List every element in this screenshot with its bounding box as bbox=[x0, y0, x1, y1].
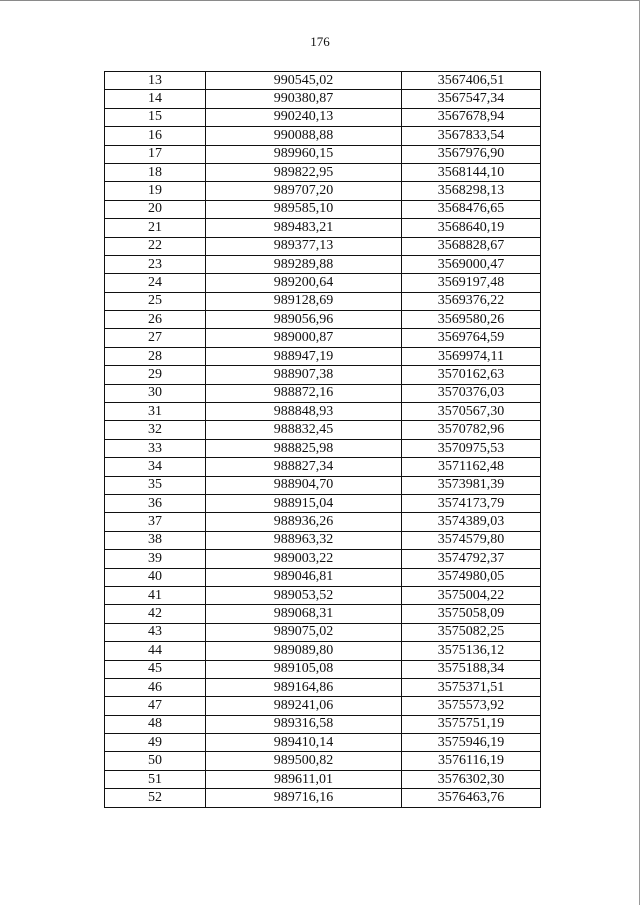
y-coordinate-cell: 3570376,03 bbox=[402, 384, 541, 402]
point-number-cell: 17 bbox=[105, 145, 206, 163]
point-number-cell: 46 bbox=[105, 678, 206, 696]
table-row bbox=[105, 219, 541, 237]
table-row bbox=[105, 108, 541, 126]
point-number-cell: 27 bbox=[105, 329, 206, 347]
x-coordinate-cell: 989822,95 bbox=[206, 163, 402, 181]
y-coordinate-cell: 3567678,94 bbox=[402, 108, 541, 126]
y-coordinate-cell: 3576116,19 bbox=[402, 752, 541, 770]
table-row bbox=[105, 329, 541, 347]
table-row bbox=[105, 182, 541, 200]
x-coordinate-cell: 988904,70 bbox=[206, 476, 402, 494]
y-coordinate-cell: 3573981,39 bbox=[402, 476, 541, 494]
x-coordinate-cell: 989046,81 bbox=[206, 568, 402, 586]
table-row bbox=[105, 458, 541, 476]
y-coordinate-cell: 3570782,96 bbox=[402, 421, 541, 439]
y-coordinate-cell: 3575058,09 bbox=[402, 605, 541, 623]
point-number-cell: 31 bbox=[105, 403, 206, 421]
y-coordinate-cell: 3567547,34 bbox=[402, 90, 541, 108]
table-row bbox=[105, 789, 541, 807]
table-row bbox=[105, 366, 541, 384]
coordinates-table bbox=[104, 71, 541, 808]
x-coordinate-cell: 989960,15 bbox=[206, 145, 402, 163]
point-number-cell: 13 bbox=[105, 72, 206, 90]
table-row bbox=[105, 476, 541, 494]
y-coordinate-cell: 3569764,59 bbox=[402, 329, 541, 347]
x-coordinate-cell: 990088,88 bbox=[206, 127, 402, 145]
point-number-cell: 16 bbox=[105, 127, 206, 145]
table-row bbox=[105, 403, 541, 421]
x-coordinate-cell: 989289,88 bbox=[206, 255, 402, 273]
y-coordinate-cell: 3567976,90 bbox=[402, 145, 541, 163]
table-row bbox=[105, 384, 541, 402]
point-number-cell: 39 bbox=[105, 550, 206, 568]
y-coordinate-cell: 3574980,05 bbox=[402, 568, 541, 586]
x-coordinate-cell: 989068,31 bbox=[206, 605, 402, 623]
table-row bbox=[105, 605, 541, 623]
point-number-cell: 23 bbox=[105, 255, 206, 273]
table-row bbox=[105, 255, 541, 273]
x-coordinate-cell: 990545,02 bbox=[206, 72, 402, 90]
x-coordinate-cell: 989410,14 bbox=[206, 734, 402, 752]
y-coordinate-cell: 3574579,80 bbox=[402, 531, 541, 549]
y-coordinate-cell: 3568476,65 bbox=[402, 200, 541, 218]
table-row bbox=[105, 421, 541, 439]
y-coordinate-cell: 3575371,51 bbox=[402, 678, 541, 696]
point-number-cell: 43 bbox=[105, 623, 206, 641]
point-number-cell: 38 bbox=[105, 531, 206, 549]
point-number-cell: 44 bbox=[105, 642, 206, 660]
x-coordinate-cell: 988872,16 bbox=[206, 384, 402, 402]
table-row bbox=[105, 347, 541, 365]
table-row bbox=[105, 623, 541, 641]
x-coordinate-cell: 990240,13 bbox=[206, 108, 402, 126]
y-coordinate-cell: 3568144,10 bbox=[402, 163, 541, 181]
point-number-cell: 22 bbox=[105, 237, 206, 255]
y-coordinate-cell: 3571162,48 bbox=[402, 458, 541, 476]
y-coordinate-cell: 3567833,54 bbox=[402, 127, 541, 145]
table-row bbox=[105, 237, 541, 255]
table-row bbox=[105, 734, 541, 752]
y-coordinate-cell: 3576463,76 bbox=[402, 789, 541, 807]
point-number-cell: 25 bbox=[105, 292, 206, 310]
x-coordinate-cell: 989611,01 bbox=[206, 770, 402, 788]
y-coordinate-cell: 3575751,19 bbox=[402, 715, 541, 733]
table-row bbox=[105, 531, 541, 549]
page-number: 176 bbox=[310, 34, 330, 49]
y-coordinate-cell: 3575004,22 bbox=[402, 586, 541, 604]
point-number-cell: 35 bbox=[105, 476, 206, 494]
point-number-cell: 49 bbox=[105, 734, 206, 752]
x-coordinate-cell: 989105,08 bbox=[206, 660, 402, 678]
point-number-cell: 21 bbox=[105, 219, 206, 237]
y-coordinate-cell: 3569580,26 bbox=[402, 311, 541, 329]
y-coordinate-cell: 3575188,34 bbox=[402, 660, 541, 678]
y-coordinate-cell: 3575573,92 bbox=[402, 697, 541, 715]
x-coordinate-cell: 988827,34 bbox=[206, 458, 402, 476]
table-row bbox=[105, 494, 541, 512]
point-number-cell: 29 bbox=[105, 366, 206, 384]
point-number-cell: 36 bbox=[105, 494, 206, 512]
point-number-cell: 42 bbox=[105, 605, 206, 623]
point-number-cell: 28 bbox=[105, 347, 206, 365]
y-coordinate-cell: 3576302,30 bbox=[402, 770, 541, 788]
y-coordinate-cell: 3570567,30 bbox=[402, 403, 541, 421]
x-coordinate-cell: 989075,02 bbox=[206, 623, 402, 641]
x-coordinate-cell: 989483,21 bbox=[206, 219, 402, 237]
x-coordinate-cell: 989164,86 bbox=[206, 678, 402, 696]
point-number-cell: 26 bbox=[105, 311, 206, 329]
y-coordinate-cell: 3568640,19 bbox=[402, 219, 541, 237]
point-number-cell: 51 bbox=[105, 770, 206, 788]
y-coordinate-cell: 3569197,48 bbox=[402, 274, 541, 292]
table-row bbox=[105, 311, 541, 329]
table-row bbox=[105, 127, 541, 145]
x-coordinate-cell: 988907,38 bbox=[206, 366, 402, 384]
table-row bbox=[105, 660, 541, 678]
x-coordinate-cell: 988825,98 bbox=[206, 439, 402, 457]
point-number-cell: 20 bbox=[105, 200, 206, 218]
x-coordinate-cell: 988947,19 bbox=[206, 347, 402, 365]
point-number-cell: 47 bbox=[105, 697, 206, 715]
table-row bbox=[105, 439, 541, 457]
y-coordinate-cell: 3575082,25 bbox=[402, 623, 541, 641]
point-number-cell: 33 bbox=[105, 439, 206, 457]
table-row bbox=[105, 752, 541, 770]
table-row bbox=[105, 550, 541, 568]
point-number-cell: 41 bbox=[105, 586, 206, 604]
x-coordinate-cell: 990380,87 bbox=[206, 90, 402, 108]
x-coordinate-cell: 989707,20 bbox=[206, 182, 402, 200]
point-number-cell: 45 bbox=[105, 660, 206, 678]
y-coordinate-cell: 3574173,79 bbox=[402, 494, 541, 512]
point-number-cell: 18 bbox=[105, 163, 206, 181]
y-coordinate-cell: 3575946,19 bbox=[402, 734, 541, 752]
x-coordinate-cell: 989500,82 bbox=[206, 752, 402, 770]
point-number-cell: 19 bbox=[105, 182, 206, 200]
point-number-cell: 52 bbox=[105, 789, 206, 807]
table-row bbox=[105, 200, 541, 218]
y-coordinate-cell: 3568828,67 bbox=[402, 237, 541, 255]
table-row bbox=[105, 274, 541, 292]
point-number-cell: 48 bbox=[105, 715, 206, 733]
x-coordinate-cell: 989200,64 bbox=[206, 274, 402, 292]
page-top-border bbox=[0, 0, 640, 1]
y-coordinate-cell: 3567406,51 bbox=[402, 72, 541, 90]
x-coordinate-cell: 989128,69 bbox=[206, 292, 402, 310]
x-coordinate-cell: 989585,10 bbox=[206, 200, 402, 218]
x-coordinate-cell: 988832,45 bbox=[206, 421, 402, 439]
table-row bbox=[105, 72, 541, 90]
point-number-cell: 40 bbox=[105, 568, 206, 586]
y-coordinate-cell: 3569000,47 bbox=[402, 255, 541, 273]
x-coordinate-cell: 989056,96 bbox=[206, 311, 402, 329]
coordinates-table-body bbox=[105, 72, 541, 808]
point-number-cell: 30 bbox=[105, 384, 206, 402]
point-number-cell: 24 bbox=[105, 274, 206, 292]
y-coordinate-cell: 3568298,13 bbox=[402, 182, 541, 200]
point-number-cell: 15 bbox=[105, 108, 206, 126]
x-coordinate-cell: 989003,22 bbox=[206, 550, 402, 568]
table-row bbox=[105, 770, 541, 788]
table-row bbox=[105, 642, 541, 660]
y-coordinate-cell: 3575136,12 bbox=[402, 642, 541, 660]
x-coordinate-cell: 989716,16 bbox=[206, 789, 402, 807]
table-row bbox=[105, 715, 541, 733]
x-coordinate-cell: 988848,93 bbox=[206, 403, 402, 421]
x-coordinate-cell: 989053,52 bbox=[206, 586, 402, 604]
point-number-cell: 32 bbox=[105, 421, 206, 439]
y-coordinate-cell: 3570975,53 bbox=[402, 439, 541, 457]
point-number-cell: 34 bbox=[105, 458, 206, 476]
table-row bbox=[105, 90, 541, 108]
y-coordinate-cell: 3574389,03 bbox=[402, 513, 541, 531]
x-coordinate-cell: 989089,80 bbox=[206, 642, 402, 660]
table-row bbox=[105, 292, 541, 310]
y-coordinate-cell: 3569974,11 bbox=[402, 347, 541, 365]
x-coordinate-cell: 989000,87 bbox=[206, 329, 402, 347]
x-coordinate-cell: 988936,26 bbox=[206, 513, 402, 531]
x-coordinate-cell: 989241,06 bbox=[206, 697, 402, 715]
table-row bbox=[105, 678, 541, 696]
y-coordinate-cell: 3569376,22 bbox=[402, 292, 541, 310]
table-row bbox=[105, 586, 541, 604]
x-coordinate-cell: 989377,13 bbox=[206, 237, 402, 255]
point-number-cell: 14 bbox=[105, 90, 206, 108]
x-coordinate-cell: 989316,58 bbox=[206, 715, 402, 733]
point-number-cell: 50 bbox=[105, 752, 206, 770]
point-number-cell: 37 bbox=[105, 513, 206, 531]
y-coordinate-cell: 3570162,63 bbox=[402, 366, 541, 384]
table-row bbox=[105, 568, 541, 586]
table-row bbox=[105, 145, 541, 163]
table-row bbox=[105, 163, 541, 181]
table-row bbox=[105, 697, 541, 715]
x-coordinate-cell: 988915,04 bbox=[206, 494, 402, 512]
table-row bbox=[105, 513, 541, 531]
y-coordinate-cell: 3574792,37 bbox=[402, 550, 541, 568]
x-coordinate-cell: 988963,32 bbox=[206, 531, 402, 549]
